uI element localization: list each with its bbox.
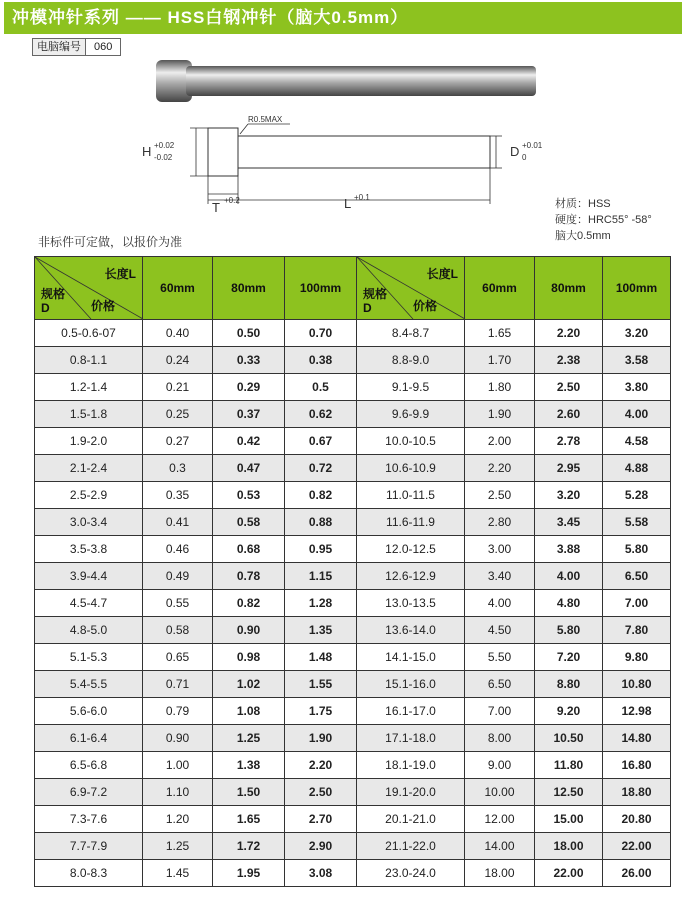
- right-price-80-cell: 2.50: [535, 374, 603, 401]
- left-price-100-cell: 1.28: [285, 590, 357, 617]
- right-price-60-cell: 12.00: [465, 806, 535, 833]
- left-spec-cell: 4.5-4.7: [35, 590, 143, 617]
- left-price-80-cell: 1.25: [213, 725, 285, 752]
- table-row: [35, 698, 671, 725]
- right-spec-cell: 10.0-10.5: [357, 428, 465, 455]
- left-price-60-cell: 0.49: [143, 563, 213, 590]
- left-price-80-cell: 1.65: [213, 806, 285, 833]
- left-price-80-cell: 0.98: [213, 644, 285, 671]
- table-row: [35, 860, 671, 887]
- hardness-text: 硬度：HRC55° -58°: [555, 214, 652, 226]
- left-price-60-cell: 1.20: [143, 806, 213, 833]
- l-tol: +0.1: [354, 193, 370, 202]
- right-price-80-cell: 7.20: [535, 644, 603, 671]
- d-tol-plus: +0.01: [522, 141, 543, 150]
- right-spec-cell: 8.4-8.7: [357, 320, 465, 347]
- left-price-60-cell: 0.25: [143, 401, 213, 428]
- right-price-100-cell: 22.00: [603, 833, 671, 860]
- left-spec-cell: 5.4-5.5: [35, 671, 143, 698]
- left-price-100-cell: 3.08: [285, 860, 357, 887]
- left-price-80-cell: 0.82: [213, 590, 285, 617]
- right-spec-cell: 23.0-24.0: [357, 860, 465, 887]
- left-price-100-cell: 1.55: [285, 671, 357, 698]
- left-price-60-cell: 0.79: [143, 698, 213, 725]
- right-price-60-cell: 7.00: [465, 698, 535, 725]
- left-spec-cell: 4.8-5.0: [35, 617, 143, 644]
- right-price-100-cell: 4.00: [603, 401, 671, 428]
- right-spec-cell: 11.6-11.9: [357, 509, 465, 536]
- right-price-100-cell: 7.80: [603, 617, 671, 644]
- header-length-label: 长度L: [104, 267, 136, 281]
- right-spec-cell: 12.6-12.9: [357, 563, 465, 590]
- right-price-80-cell: 2.95: [535, 455, 603, 482]
- header-col-100: 100mm: [603, 257, 671, 320]
- left-spec-cell: 1.2-1.4: [35, 374, 143, 401]
- price-table: [34, 256, 671, 887]
- left-price-100-cell: 0.67: [285, 428, 357, 455]
- left-price-100-cell: 2.90: [285, 833, 357, 860]
- left-price-100-cell: 0.95: [285, 536, 357, 563]
- table-row: [35, 482, 671, 509]
- left-price-60-cell: 1.00: [143, 752, 213, 779]
- right-spec-cell: 21.1-22.0: [357, 833, 465, 860]
- left-price-80-cell: 0.53: [213, 482, 285, 509]
- right-price-80-cell: 10.50: [535, 725, 603, 752]
- right-spec-cell: 8.8-9.0: [357, 347, 465, 374]
- l-label: L: [344, 196, 352, 211]
- left-spec-cell: 5.6-6.0: [35, 698, 143, 725]
- h-tol-minus: -0.02: [154, 153, 173, 162]
- left-price-100-cell: 2.70: [285, 806, 357, 833]
- right-price-80-cell: 15.00: [535, 806, 603, 833]
- product-code-label: 电脑编号: [33, 39, 86, 55]
- right-price-60-cell: 1.90: [465, 401, 535, 428]
- header-col-80: 80mm: [213, 257, 285, 320]
- table-row: [35, 644, 671, 671]
- right-price-100-cell: 20.80: [603, 806, 671, 833]
- left-price-100-cell: 0.62: [285, 401, 357, 428]
- right-price-60-cell: 10.00: [465, 779, 535, 806]
- left-price-60-cell: 0.27: [143, 428, 213, 455]
- technical-drawing: [140, 112, 560, 220]
- left-price-100-cell: 2.50: [285, 779, 357, 806]
- right-price-60-cell: 3.40: [465, 563, 535, 590]
- left-price-60-cell: 1.45: [143, 860, 213, 887]
- left-spec-cell: 1.9-2.0: [35, 428, 143, 455]
- left-spec-cell: 5.1-5.3: [35, 644, 143, 671]
- left-price-80-cell: 0.90: [213, 617, 285, 644]
- right-price-80-cell: 22.00: [535, 860, 603, 887]
- left-price-100-cell: 1.75: [285, 698, 357, 725]
- table-row: [35, 806, 671, 833]
- left-price-60-cell: 0.3: [143, 455, 213, 482]
- left-spec-cell: 0.8-1.1: [35, 347, 143, 374]
- header-diagonal-right: [357, 257, 465, 320]
- right-price-60-cell: 4.50: [465, 617, 535, 644]
- right-spec-cell: 18.1-19.0: [357, 752, 465, 779]
- right-price-100-cell: 4.58: [603, 428, 671, 455]
- d-label: D: [510, 144, 520, 159]
- right-spec-cell: 9.6-9.9: [357, 401, 465, 428]
- left-price-100-cell: 1.15: [285, 563, 357, 590]
- h-label: H: [142, 144, 152, 159]
- header-spec-label: 规格D: [363, 287, 388, 315]
- right-spec-cell: 10.6-10.9: [357, 455, 465, 482]
- right-price-100-cell: 4.88: [603, 455, 671, 482]
- table-row: [35, 617, 671, 644]
- table-row: [35, 752, 671, 779]
- left-price-80-cell: 1.72: [213, 833, 285, 860]
- right-price-100-cell: 18.80: [603, 779, 671, 806]
- table-row: [35, 563, 671, 590]
- right-price-80-cell: 2.78: [535, 428, 603, 455]
- header-diagonal-left: [35, 257, 143, 320]
- left-spec-cell: 6.9-7.2: [35, 779, 143, 806]
- right-price-100-cell: 7.00: [603, 590, 671, 617]
- table-row: [35, 347, 671, 374]
- left-price-60-cell: 0.46: [143, 536, 213, 563]
- left-spec-cell: 2.1-2.4: [35, 455, 143, 482]
- left-price-80-cell: 1.95: [213, 860, 285, 887]
- left-price-80-cell: 1.38: [213, 752, 285, 779]
- table-body: [35, 320, 671, 887]
- page-title: 冲模冲针系列 —— HSS白钢冲针（脑大0.5mm）: [4, 2, 682, 34]
- right-price-80-cell: 11.80: [535, 752, 603, 779]
- right-price-60-cell: 14.00: [465, 833, 535, 860]
- right-spec-cell: 17.1-18.0: [357, 725, 465, 752]
- right-spec-cell: 9.1-9.5: [357, 374, 465, 401]
- right-price-60-cell: 18.00: [465, 860, 535, 887]
- right-spec-cell: 14.1-15.0: [357, 644, 465, 671]
- left-spec-cell: 2.5-2.9: [35, 482, 143, 509]
- left-price-80-cell: 0.37: [213, 401, 285, 428]
- right-price-60-cell: 2.00: [465, 428, 535, 455]
- right-price-80-cell: 2.38: [535, 347, 603, 374]
- left-price-60-cell: 0.24: [143, 347, 213, 374]
- left-price-60-cell: 0.65: [143, 644, 213, 671]
- right-price-100-cell: 3.20: [603, 320, 671, 347]
- head-size-text: 脑大0.5mm: [555, 230, 611, 242]
- header-price-label: 价格: [413, 299, 438, 313]
- left-price-60-cell: 0.21: [143, 374, 213, 401]
- table-row: [35, 428, 671, 455]
- left-price-60-cell: 0.40: [143, 320, 213, 347]
- h-tol-plus: +0.02: [154, 141, 175, 150]
- header-col-100: 100mm: [285, 257, 357, 320]
- right-price-100-cell: 9.80: [603, 644, 671, 671]
- left-spec-cell: 0.5-0.6-07: [35, 320, 143, 347]
- product-code-value: 060: [94, 41, 113, 53]
- right-price-100-cell: 3.80: [603, 374, 671, 401]
- right-price-100-cell: 6.50: [603, 563, 671, 590]
- header-price-label: 价格: [91, 299, 116, 313]
- right-price-100-cell: 14.80: [603, 725, 671, 752]
- left-price-80-cell: 0.68: [213, 536, 285, 563]
- left-price-60-cell: 0.90: [143, 725, 213, 752]
- left-spec-cell: 6.1-6.4: [35, 725, 143, 752]
- right-price-80-cell: 2.60: [535, 401, 603, 428]
- left-price-100-cell: 0.38: [285, 347, 357, 374]
- t-label: T: [212, 200, 220, 215]
- left-price-100-cell: 1.48: [285, 644, 357, 671]
- right-price-60-cell: 1.80: [465, 374, 535, 401]
- right-spec-cell: 13.0-13.5: [357, 590, 465, 617]
- left-spec-cell: 3.0-3.4: [35, 509, 143, 536]
- right-price-60-cell: 1.70: [465, 347, 535, 374]
- right-price-60-cell: 9.00: [465, 752, 535, 779]
- right-price-60-cell: 8.00: [465, 725, 535, 752]
- left-price-100-cell: 1.35: [285, 617, 357, 644]
- right-price-60-cell: 2.20: [465, 455, 535, 482]
- right-price-60-cell: 3.00: [465, 536, 535, 563]
- left-price-80-cell: 0.50: [213, 320, 285, 347]
- right-price-60-cell: 5.50: [465, 644, 535, 671]
- right-price-80-cell: 4.00: [535, 563, 603, 590]
- left-price-100-cell: 0.72: [285, 455, 357, 482]
- punch-pin-photo: [150, 58, 540, 104]
- left-price-100-cell: 0.5: [285, 374, 357, 401]
- right-price-80-cell: 3.45: [535, 509, 603, 536]
- material-specs: [555, 196, 652, 244]
- right-price-60-cell: 1.65: [465, 320, 535, 347]
- left-price-60-cell: 0.71: [143, 671, 213, 698]
- table-row: [35, 833, 671, 860]
- left-spec-cell: 7.7-7.9: [35, 833, 143, 860]
- header-col-80: 80mm: [535, 257, 603, 320]
- left-price-80-cell: 0.78: [213, 563, 285, 590]
- right-price-80-cell: 2.20: [535, 320, 603, 347]
- right-price-60-cell: 2.50: [465, 482, 535, 509]
- right-spec-cell: 11.0-11.5: [357, 482, 465, 509]
- table-row: [35, 401, 671, 428]
- table-row: [35, 779, 671, 806]
- left-price-60-cell: 1.10: [143, 779, 213, 806]
- left-price-100-cell: 0.82: [285, 482, 357, 509]
- table-row: [35, 590, 671, 617]
- radius-label: R0.5MAX: [248, 115, 283, 124]
- left-price-100-cell: 0.88: [285, 509, 357, 536]
- left-spec-cell: 7.3-7.6: [35, 806, 143, 833]
- left-price-60-cell: 0.58: [143, 617, 213, 644]
- left-spec-cell: 1.5-1.8: [35, 401, 143, 428]
- header-col-60: 60mm: [465, 257, 535, 320]
- left-price-80-cell: 1.08: [213, 698, 285, 725]
- right-price-100-cell: 12.98: [603, 698, 671, 725]
- right-price-100-cell: 26.00: [603, 860, 671, 887]
- right-spec-cell: 20.1-21.0: [357, 806, 465, 833]
- table-row: [35, 320, 671, 347]
- right-spec-cell: 19.1-20.0: [357, 779, 465, 806]
- right-price-60-cell: 2.80: [465, 509, 535, 536]
- header-col-60: 60mm: [143, 257, 213, 320]
- custom-order-note: 非标件可定做，以报价为准: [38, 235, 183, 249]
- left-price-80-cell: 0.47: [213, 455, 285, 482]
- left-price-100-cell: 0.70: [285, 320, 357, 347]
- table-row: [35, 455, 671, 482]
- right-price-100-cell: 5.80: [603, 536, 671, 563]
- right-price-80-cell: 12.50: [535, 779, 603, 806]
- right-price-80-cell: 8.80: [535, 671, 603, 698]
- material-text: 材质：HSS: [555, 198, 611, 210]
- left-price-100-cell: 2.20: [285, 752, 357, 779]
- d-tol-zero: 0: [522, 153, 527, 162]
- right-price-80-cell: 9.20: [535, 698, 603, 725]
- left-price-80-cell: 1.02: [213, 671, 285, 698]
- left-price-80-cell: 0.33: [213, 347, 285, 374]
- right-spec-cell: 16.1-17.0: [357, 698, 465, 725]
- left-price-60-cell: 0.35: [143, 482, 213, 509]
- right-price-100-cell: 5.28: [603, 482, 671, 509]
- table-row: [35, 509, 671, 536]
- right-spec-cell: 13.6-14.0: [357, 617, 465, 644]
- left-spec-cell: 3.9-4.4: [35, 563, 143, 590]
- right-price-100-cell: 5.58: [603, 509, 671, 536]
- right-spec-cell: 15.1-16.0: [357, 671, 465, 698]
- right-price-60-cell: 4.00: [465, 590, 535, 617]
- t-tol: +0.2: [224, 196, 240, 205]
- right-price-80-cell: 18.00: [535, 833, 603, 860]
- table-row: [35, 374, 671, 401]
- table-row: [35, 725, 671, 752]
- left-price-80-cell: 0.29: [213, 374, 285, 401]
- right-price-80-cell: 5.80: [535, 617, 603, 644]
- right-price-80-cell: 3.88: [535, 536, 603, 563]
- header-spec-label: 规格D: [41, 287, 66, 315]
- left-spec-cell: 8.0-8.3: [35, 860, 143, 887]
- right-price-100-cell: 10.80: [603, 671, 671, 698]
- right-spec-cell: 12.0-12.5: [357, 536, 465, 563]
- left-price-60-cell: 1.25: [143, 833, 213, 860]
- left-price-100-cell: 1.90: [285, 725, 357, 752]
- left-price-80-cell: 0.58: [213, 509, 285, 536]
- right-price-80-cell: 3.20: [535, 482, 603, 509]
- header-length-label: 长度L: [426, 267, 458, 281]
- right-price-100-cell: 16.80: [603, 752, 671, 779]
- right-price-100-cell: 3.58: [603, 347, 671, 374]
- right-price-60-cell: 6.50: [465, 671, 535, 698]
- left-price-80-cell: 0.42: [213, 428, 285, 455]
- table-header-row: [35, 257, 671, 320]
- left-price-80-cell: 1.50: [213, 779, 285, 806]
- table-row: [35, 671, 671, 698]
- product-code-box: [32, 38, 121, 56]
- left-spec-cell: 6.5-6.8: [35, 752, 143, 779]
- left-spec-cell: 3.5-3.8: [35, 536, 143, 563]
- right-price-80-cell: 4.80: [535, 590, 603, 617]
- table-row: [35, 536, 671, 563]
- left-price-60-cell: 0.41: [143, 509, 213, 536]
- left-price-60-cell: 0.55: [143, 590, 213, 617]
